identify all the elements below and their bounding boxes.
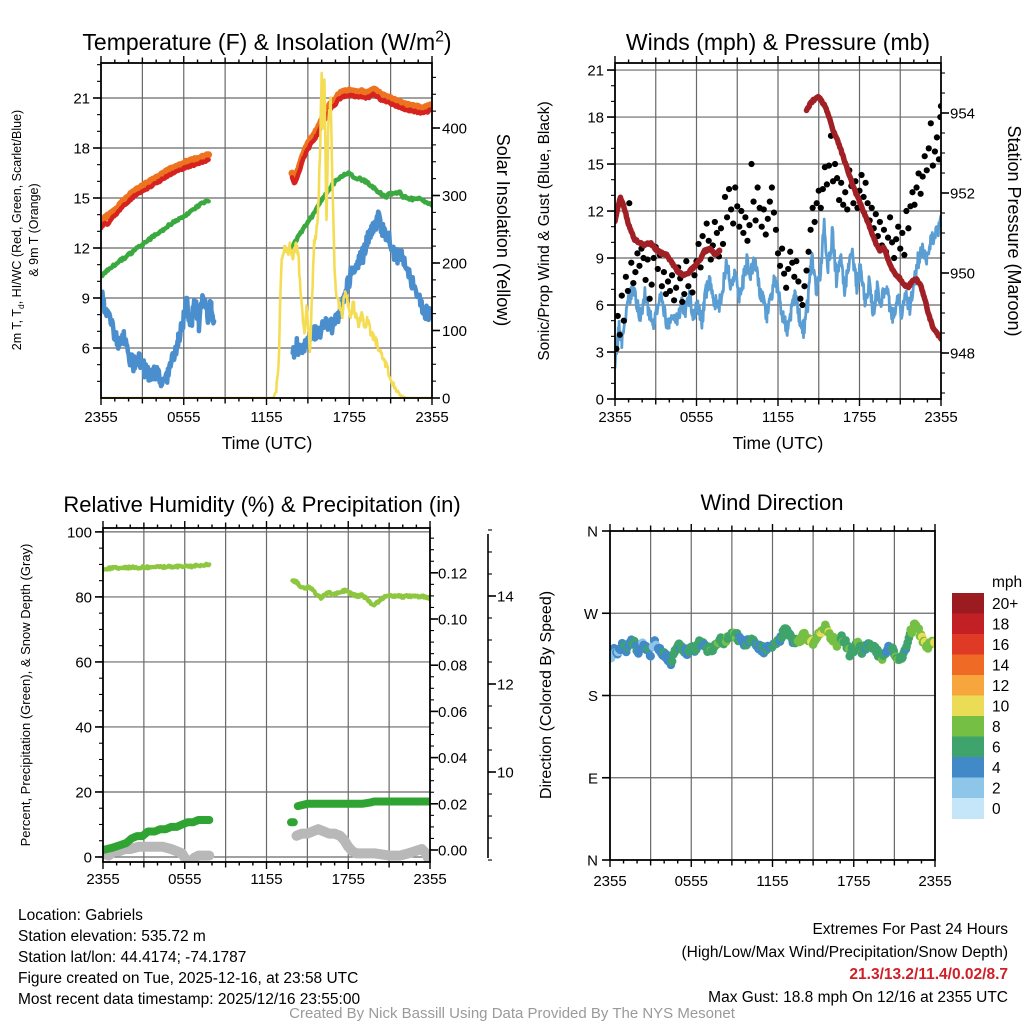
rh-precip-panel [18, 492, 514, 888]
svg-text:1755: 1755 [842, 409, 877, 426]
svg-text:80: 80 [75, 589, 92, 607]
svg-text:200: 200 [442, 255, 468, 273]
svg-text:1155: 1155 [250, 409, 283, 426]
svg-text:2355: 2355 [413, 871, 447, 888]
svg-text:2355: 2355 [918, 873, 952, 890]
svg-text:2355: 2355 [593, 873, 627, 890]
winds-pressure-plot-area [613, 97, 944, 368]
wind-speed-colorbar [952, 574, 1022, 819]
rh-precip-left-axis-label: Percent, Precipitation (Green), & Snow Depth (Gray) [18, 543, 33, 847]
svg-text:21: 21 [73, 90, 90, 108]
svg-text:0.02: 0.02 [438, 796, 468, 814]
winds-pressure-panel [536, 29, 1024, 453]
figure-created-time: Figure created on Tue, 2025-12-16, at 23:58 UTC [18, 970, 359, 987]
svg-text:0: 0 [442, 390, 451, 408]
wind-direction-ticks [584, 524, 952, 891]
svg-text:9: 9 [81, 290, 90, 308]
wind-direction-title: Wind Direction [700, 490, 844, 515]
svg-text:0.06: 0.06 [438, 703, 468, 721]
svg-text:2355: 2355 [598, 409, 632, 426]
extremes-title: Extremes For Past 24 Hours [812, 921, 1008, 938]
temp-insolation-left-axis-label: 2m T, $T_d$, HI/WC (Red, Green, Scarlet/Blue) [10, 109, 26, 351]
svg-text:0.10: 0.10 [438, 611, 468, 629]
temp-insolation-title: Temperature (F) & Insolation $(W/m^2)$ [82, 28, 452, 55]
temp-insolation-panel [10, 28, 513, 453]
svg-text:0555: 0555 [168, 871, 202, 888]
svg-text:0: 0 [595, 391, 604, 409]
svg-text:18: 18 [587, 109, 604, 127]
rh-precip-ticks [67, 521, 514, 888]
svg-text:21: 21 [587, 62, 604, 80]
svg-text:6: 6 [81, 340, 90, 358]
svg-text:mph: mph [992, 574, 1023, 591]
svg-text:0555: 0555 [674, 873, 708, 890]
svg-text:1755: 1755 [332, 409, 366, 426]
temp-insolation-right-axis-label: Solar Insolation (Yellow) [493, 133, 513, 327]
svg-text:10: 10 [992, 698, 1010, 716]
svg-text:6: 6 [595, 297, 604, 315]
svg-text:2: 2 [992, 780, 1001, 798]
svg-text:12: 12 [73, 240, 90, 258]
max-gust: Max Gust: 18.8 mph On 12/16 at 2355 UTC [708, 988, 1008, 1006]
svg-text:300: 300 [442, 188, 468, 206]
svg-text:14: 14 [992, 657, 1010, 675]
svg-text:16: 16 [992, 636, 1010, 654]
svg-text:100: 100 [442, 323, 468, 341]
wind-direction-panel [538, 490, 1022, 890]
extremes-values: 21.3/13.2/11.4/0.02/8.7 [849, 966, 1008, 983]
svg-text:15: 15 [587, 156, 604, 174]
svg-text:100: 100 [66, 524, 92, 542]
station-elevation: Station elevation: 535.72 m [18, 928, 206, 945]
svg-text:20+: 20+ [992, 595, 1019, 613]
svg-text:2355: 2355 [84, 409, 118, 426]
svg-text:20: 20 [75, 784, 92, 802]
svg-text:0.08: 0.08 [438, 657, 468, 675]
svg-text:12: 12 [992, 677, 1010, 695]
extremes-block [682, 919, 1009, 1009]
svg-text:1155: 1155 [756, 873, 789, 890]
svg-text:1155: 1155 [250, 871, 283, 888]
temp-insolation-left-axis-label: & 9m T (Orange) [27, 183, 41, 277]
svg-text:952: 952 [950, 185, 976, 203]
credit-line: Created By Nick Bassill Using Data Provided By The NYS Mesonet [289, 1005, 735, 1022]
svg-text:2355: 2355 [86, 871, 120, 888]
station-latlon: Station lat/lon: 44.4174; -74.1787 [18, 949, 247, 966]
svg-text:1155: 1155 [761, 409, 795, 426]
rh-precip-grid [103, 528, 430, 862]
svg-text:S: S [587, 688, 598, 705]
svg-text:N: N [587, 852, 598, 870]
svg-text:4: 4 [992, 759, 1001, 777]
svg-text:2355: 2355 [924, 409, 958, 426]
winds-pressure-title: Winds (mph) & Pressure (mb) [625, 29, 931, 55]
svg-text:400: 400 [442, 120, 468, 138]
svg-text:15: 15 [73, 190, 90, 208]
svg-text:950: 950 [950, 265, 976, 283]
svg-text:0.12: 0.12 [438, 565, 468, 583]
extremes-subtitle: (High/Low/Max Wind/Precipitation/Snow Depth) [681, 943, 1008, 961]
svg-text:14: 14 [497, 588, 514, 606]
svg-text:12: 12 [497, 676, 514, 694]
svg-text:18: 18 [73, 140, 90, 158]
svg-text:Time (UTC): Time (UTC) [732, 433, 824, 453]
winds-pressure-left-axis-label: Sonic/Prop Wind & Gust (Blue, Black) [536, 101, 553, 361]
svg-text:Time (UTC): Time (UTC) [221, 433, 313, 453]
rh-precip-title: Relative Humidity (%) & Precipitation (in) [63, 492, 461, 517]
svg-text:0555: 0555 [679, 409, 714, 426]
svg-text:0: 0 [83, 849, 92, 867]
wind-direction-grid [610, 531, 935, 860]
svg-text:W: W [583, 605, 598, 623]
svg-text:948: 948 [950, 345, 976, 363]
wind-direction-left-axis-label: Direction (Colored By Speed) [538, 590, 555, 800]
svg-text:1755: 1755 [331, 871, 365, 888]
svg-text:6: 6 [992, 739, 1001, 757]
svg-text:954: 954 [950, 105, 976, 123]
svg-text:N: N [587, 523, 598, 541]
svg-text:0.04: 0.04 [438, 750, 468, 768]
svg-text:9: 9 [595, 250, 604, 268]
svg-text:40: 40 [75, 719, 92, 737]
svg-text:1755: 1755 [837, 873, 871, 890]
svg-text:3: 3 [595, 344, 604, 362]
svg-text:8: 8 [992, 718, 1001, 736]
station-location: Location: Gabriels [18, 907, 143, 924]
svg-text:10: 10 [497, 764, 514, 782]
data-timestamp: Most recent data timestamp: 2025/12/16 23:55:00 [18, 991, 361, 1008]
station-info-block [18, 905, 360, 1010]
svg-text:2355: 2355 [415, 409, 449, 426]
svg-text:0.00: 0.00 [438, 842, 468, 860]
svg-text:E: E [587, 770, 598, 788]
svg-text:0555: 0555 [167, 409, 201, 426]
svg-text:60: 60 [75, 654, 92, 672]
winds-pressure-right-axis-label: Station Pressure (Maroon) [1004, 125, 1024, 337]
svg-text:12: 12 [587, 203, 604, 221]
svg-text:0: 0 [992, 800, 1001, 818]
svg-text:18: 18 [992, 616, 1010, 634]
